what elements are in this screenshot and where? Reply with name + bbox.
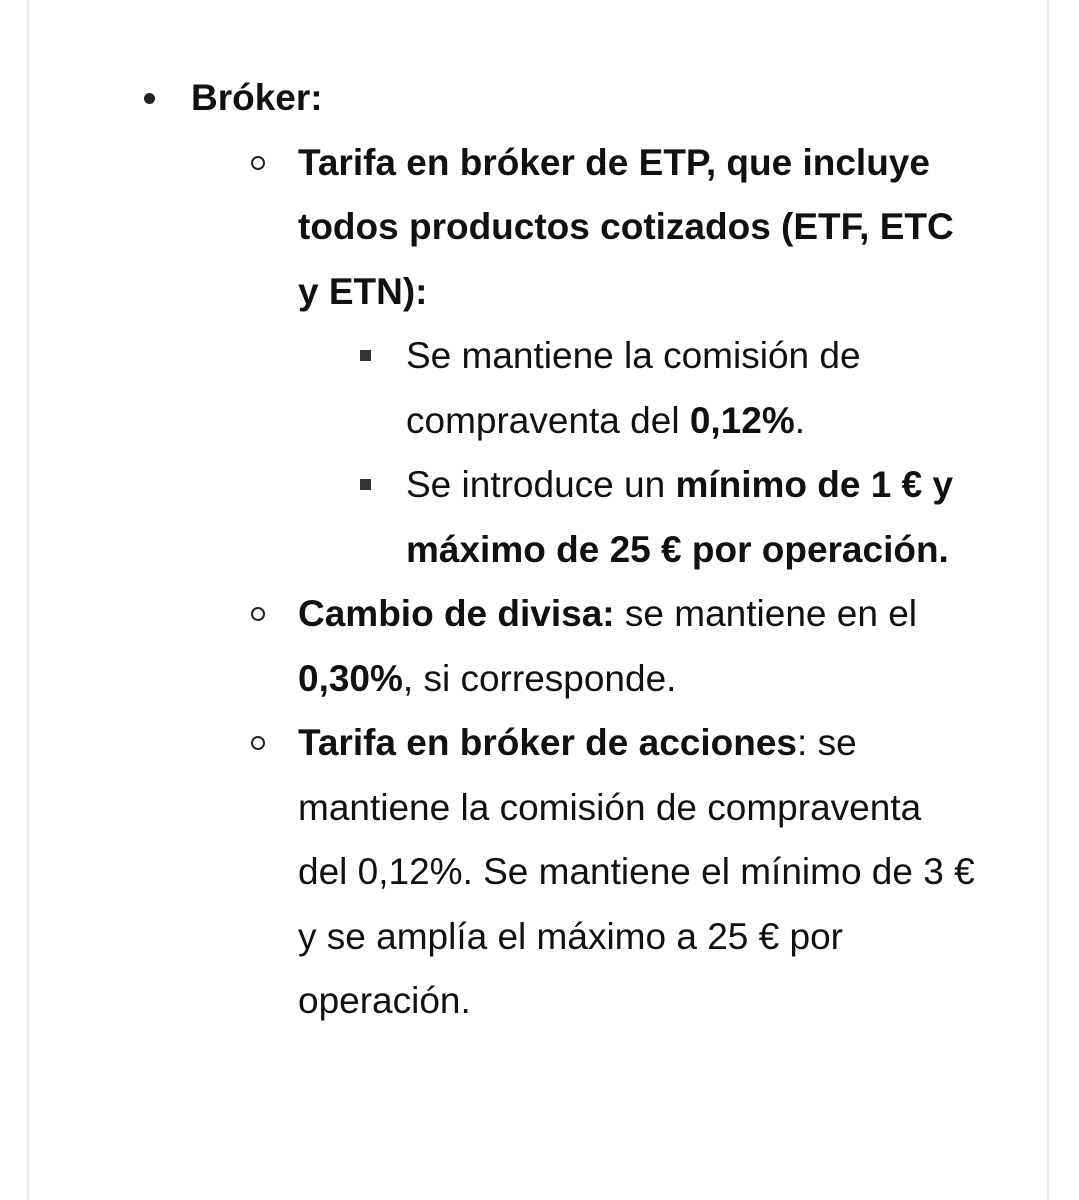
stock-tariff-text: : se mantiene la comisión de compraventa del 0,12%. Se mantiene el mínimo de 3 € y se amplía el máximo a 25 € por operación. [298,722,975,1021]
circle-bullet-icon [251,156,265,170]
etp-tariff-heading: Tarifa en bróker de ETP, que incluye todos productos cotizados (ETF, ETC y ETN): [298,141,954,312]
bullet-list [191,66,1011,1034]
list-item-etp-tariff [298,131,978,583]
commission-value: 0,12% [689,399,795,441]
list-item-broker [191,66,1011,1034]
currency-exchange-text: se mantiene en el [614,593,917,634]
square-bullet-icon [360,350,371,361]
commission-text: Se mantiene la comisión de compraventa del [406,335,861,441]
list-item-stock-tariff [298,711,978,1034]
list-item-min-max [406,453,986,582]
list-item-currency-exchange [298,582,978,711]
disc-bullet-icon [144,93,155,104]
currency-exchange-value: 0,30% [298,657,403,699]
circle-bullet-icon [251,736,265,750]
stock-tariff-heading: Tarifa en bróker de acciones [298,722,798,763]
circle-bullet-icon [251,607,265,621]
square-bullet-icon [360,479,371,490]
broker-sublist [298,131,978,1034]
list-item-commission [406,324,986,453]
min-max-text: Se introduce un [406,464,676,505]
min-max-value: mínimo de 1 € y máximo de 25 € por operación. [406,464,954,570]
commission-suffix: . [794,399,806,441]
currency-exchange-suffix: , si corresponde. [402,657,677,699]
currency-exchange-heading: Cambio de divisa: [298,593,615,634]
broker-heading: Bróker: [191,77,323,118]
etp-sublist [406,324,986,582]
